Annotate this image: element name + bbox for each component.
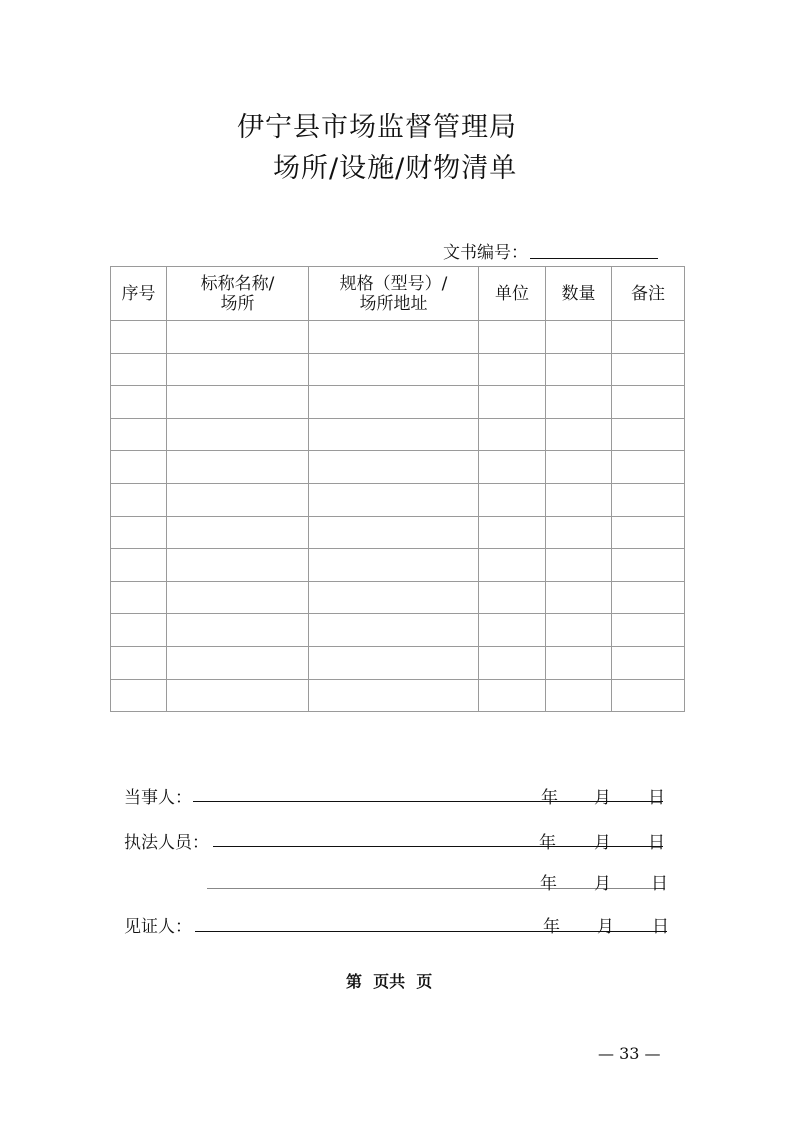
col-header-spec-address: 规格（型号）/ 场所地址 xyxy=(309,267,479,321)
table-cell[interactable] xyxy=(111,451,167,484)
table-cell[interactable] xyxy=(612,581,685,614)
table-row xyxy=(111,549,685,582)
table-cell[interactable] xyxy=(612,483,685,516)
table-cell[interactable] xyxy=(546,451,612,484)
table-cell[interactable] xyxy=(111,549,167,582)
table-cell[interactable] xyxy=(167,321,309,354)
table-cell[interactable] xyxy=(309,516,479,549)
table-cell[interactable] xyxy=(167,614,309,647)
party-signature-line[interactable] xyxy=(193,801,663,802)
table-cell[interactable] xyxy=(167,353,309,386)
table-cell[interactable] xyxy=(546,418,612,451)
table-cell[interactable] xyxy=(167,549,309,582)
page-number: — 33 — xyxy=(598,1044,661,1063)
table-cell[interactable] xyxy=(309,386,479,419)
doc-number-field[interactable] xyxy=(530,258,658,259)
table-cell[interactable] xyxy=(111,386,167,419)
table-row xyxy=(111,614,685,647)
col-header-serial: 序号 xyxy=(111,267,167,321)
table-cell[interactable] xyxy=(546,353,612,386)
table-cell[interactable] xyxy=(546,483,612,516)
table-cell[interactable] xyxy=(479,516,546,549)
table-cell[interactable] xyxy=(309,614,479,647)
col-header-unit: 单位 xyxy=(479,267,546,321)
table-cell[interactable] xyxy=(479,353,546,386)
party-date-month: 月 xyxy=(594,788,611,808)
col-header-name-place: 标称名称/ 场所 xyxy=(167,267,309,321)
table-cell[interactable] xyxy=(309,581,479,614)
officer1-date-day: 日 xyxy=(648,833,665,853)
table-cell[interactable] xyxy=(612,386,685,419)
table-cell[interactable] xyxy=(167,581,309,614)
table-cell[interactable] xyxy=(479,549,546,582)
officer2-date-day: 日 xyxy=(651,874,668,894)
officer1-date-month: 月 xyxy=(594,833,611,853)
table-cell[interactable] xyxy=(309,418,479,451)
officer1-date-year: 年 xyxy=(539,833,556,853)
officers-label: 执法人员： xyxy=(124,833,209,853)
table-cell[interactable] xyxy=(111,646,167,679)
table-cell[interactable] xyxy=(546,646,612,679)
table-cell[interactable] xyxy=(167,418,309,451)
document-title-form: 场所/设施/财物清单 xyxy=(273,153,518,184)
table-cell[interactable] xyxy=(479,386,546,419)
table-row xyxy=(111,353,685,386)
table-cell[interactable] xyxy=(167,646,309,679)
party-date-year: 年 xyxy=(541,788,558,808)
table-row xyxy=(111,516,685,549)
table-cell[interactable] xyxy=(612,614,685,647)
table-cell[interactable] xyxy=(546,549,612,582)
table-row xyxy=(111,483,685,516)
party-label: 当事人： xyxy=(124,788,192,808)
table-cell[interactable] xyxy=(309,549,479,582)
table-cell[interactable] xyxy=(546,516,612,549)
witness-date-year: 年 xyxy=(543,917,560,937)
party-date-day: 日 xyxy=(648,788,665,808)
table-row xyxy=(111,451,685,484)
witness-date-month: 月 xyxy=(597,917,614,937)
table-cell[interactable] xyxy=(309,451,479,484)
table-cell[interactable] xyxy=(479,321,546,354)
table-cell[interactable] xyxy=(546,386,612,419)
table-cell[interactable] xyxy=(479,451,546,484)
table-cell[interactable] xyxy=(612,321,685,354)
table-cell[interactable] xyxy=(546,679,612,712)
table-cell[interactable] xyxy=(167,679,309,712)
table-cell[interactable] xyxy=(167,451,309,484)
table-cell[interactable] xyxy=(111,581,167,614)
table-row xyxy=(111,581,685,614)
table-cell[interactable] xyxy=(111,483,167,516)
witness-label: 见证人： xyxy=(124,917,192,937)
table-row xyxy=(111,386,685,419)
table-cell[interactable] xyxy=(612,516,685,549)
table-cell[interactable] xyxy=(546,581,612,614)
table-row xyxy=(111,321,685,354)
table-cell[interactable] xyxy=(309,321,479,354)
table-cell[interactable] xyxy=(612,353,685,386)
table-cell[interactable] xyxy=(479,581,546,614)
page-count: 第 页共 页 xyxy=(346,972,433,991)
table-cell[interactable] xyxy=(479,646,546,679)
table-cell[interactable] xyxy=(167,516,309,549)
table-cell[interactable] xyxy=(309,353,479,386)
col-header-quantity: 数量 xyxy=(546,267,612,321)
table-header-row xyxy=(111,267,685,321)
table-cell[interactable] xyxy=(546,321,612,354)
table-cell[interactable] xyxy=(167,386,309,419)
col-header-remarks: 备注 xyxy=(612,267,685,321)
witness-date-day: 日 xyxy=(652,917,669,937)
table-cell[interactable] xyxy=(111,353,167,386)
table-cell[interactable] xyxy=(612,679,685,712)
table-row xyxy=(111,418,685,451)
table-cell[interactable] xyxy=(309,646,479,679)
table-cell[interactable] xyxy=(111,516,167,549)
table-cell[interactable] xyxy=(612,549,685,582)
table-cell[interactable] xyxy=(479,679,546,712)
table-cell[interactable] xyxy=(111,321,167,354)
table-cell[interactable] xyxy=(167,483,309,516)
table-cell[interactable] xyxy=(479,483,546,516)
table-cell[interactable] xyxy=(111,418,167,451)
officer2-date-month: 月 xyxy=(594,874,611,894)
doc-number-label: 文书编号： xyxy=(443,243,528,263)
officer2-date-year: 年 xyxy=(540,874,557,894)
table-cell[interactable] xyxy=(309,483,479,516)
table-cell[interactable] xyxy=(111,679,167,712)
document-title-agency: 伊宁县市场监督管理局 xyxy=(237,112,517,143)
table-cell[interactable] xyxy=(111,614,167,647)
table-cell[interactable] xyxy=(479,418,546,451)
table-cell[interactable] xyxy=(612,646,685,679)
table-cell[interactable] xyxy=(612,451,685,484)
table-cell[interactable] xyxy=(612,418,685,451)
table-cell[interactable] xyxy=(479,614,546,647)
table-row xyxy=(111,679,685,712)
table-cell[interactable] xyxy=(309,679,479,712)
inventory-table xyxy=(110,266,685,712)
table-cell[interactable] xyxy=(546,614,612,647)
table-row xyxy=(111,646,685,679)
